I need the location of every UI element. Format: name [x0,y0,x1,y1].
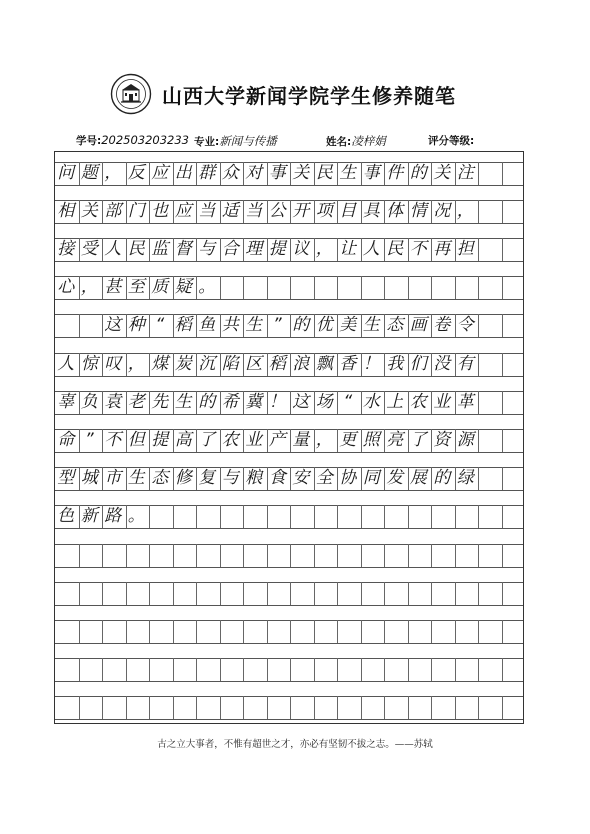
essay-line [54,583,524,603]
essay-char: 理 [245,239,263,259]
grid-rule [55,528,523,529]
essay-line [54,621,524,641]
footer-quote: 古之立大事者，不惟有超世之才，亦必有坚韧不拔之志。——苏轼 [157,739,433,750]
essay-char: 画 [409,315,427,336]
essay-char: 疑 [174,277,192,298]
essay-char: 当 [198,200,216,221]
essay-char: 出 [174,162,192,183]
essay-char: 的 [292,315,310,336]
major-value: 新闻与传播 [219,134,277,148]
essay-char: 接 [57,239,75,259]
essay-char: 食 [268,468,286,489]
essay-char: 希 [221,391,239,412]
essay-char: 当 [245,200,263,221]
essay-char: “ [343,391,353,412]
essay-char: 城 [80,468,98,489]
essay-char: 辜 [57,391,75,412]
essay-char: 项 [315,200,333,221]
essay-char: 没 [433,353,451,374]
essay-char: 全 [315,468,333,489]
essay-char: 议 [292,239,310,259]
essay-char: 协 [339,468,357,489]
essay-char: 与 [198,239,216,259]
essay-char: ， [315,430,333,450]
grid-rule [55,490,523,491]
essay-char: 问 [57,162,75,183]
essay-char: ， [127,353,145,374]
essay-char: 民 [315,162,333,183]
essay-char: 开 [292,200,310,221]
essay-char: 源 [456,430,474,450]
essay-line [54,659,524,679]
essay-char: 众 [221,162,239,183]
grade-label: 评分等级: [428,135,475,147]
essay-char: 稻 [268,353,286,374]
essay-char: 了 [198,430,216,450]
essay-char: 公 [268,200,286,221]
essay-char: 。 [198,277,216,298]
essay-char: 相 [57,200,75,221]
essay-char: 件 [386,162,404,183]
essay-char: 质 [151,277,169,298]
essay-char: 先 [151,391,169,412]
essay-char: 应 [174,200,192,221]
essay-char: 修 [174,468,192,489]
essay-char: 优 [315,315,333,336]
essay-line [54,545,524,565]
essay-char: 适 [221,200,239,221]
page-title: 山西大学新闻学院学生修养随笔 [162,83,456,108]
essay-char: 卷 [433,315,451,336]
essay-line [54,506,524,526]
student-id-value: 202503203233 [101,133,190,147]
essay-line [54,239,524,259]
essay-char: 市 [104,468,122,489]
essay-char: 陷 [221,353,239,374]
grid-rule [55,223,523,224]
essay-char: 惊 [80,353,98,374]
grid-rule [55,643,523,644]
essay-line [54,697,524,717]
essay-char: 更 [339,430,357,450]
essay-char: 注 [456,162,474,183]
name-label: 姓名: [326,136,352,148]
essay-char: 高 [174,430,192,450]
essay-char: 再 [433,239,451,259]
essay-char: 关 [433,162,451,183]
essay-char: 提 [151,430,169,450]
essay-char: 的 [409,162,427,183]
essay-char: 部 [104,200,122,221]
grid-rule [55,452,523,453]
essay-char: ， [456,200,474,221]
essay-char: 应 [151,162,169,183]
essay-char: ！ [362,353,380,374]
essay-char: 亮 [386,430,404,450]
essay-char: 人 [362,239,380,259]
essay-char: 生 [127,468,145,489]
essay-line [54,392,524,412]
essay-char: 群 [198,162,216,183]
essay-char: 命 [57,430,75,450]
essay-char: ， [104,162,122,183]
essay-char: 香 [339,353,357,374]
essay-char: 浪 [292,353,310,374]
essay-line [54,430,524,450]
essay-char: 场 [315,391,333,412]
essay-char: 沉 [198,353,216,374]
essay-char: 与 [221,468,239,489]
university-logo-icon [110,73,152,115]
grid-rule [55,605,523,606]
essay-char: 了 [409,430,427,450]
essay-char: 稻 [174,315,192,336]
essay-char: 令 [456,315,474,336]
essay-char: 农 [409,391,427,412]
essay-char: 革 [456,391,474,412]
essay-char: ” [84,430,94,450]
essay-char: 上 [386,391,404,412]
page-header [110,72,490,116]
student-info-row [76,133,536,151]
essay-char: 不 [104,430,122,450]
essay-char: 合 [221,239,239,259]
essay-char: 美 [339,315,357,336]
essay-char: 老 [127,391,145,412]
essay-char: 共 [221,315,239,336]
essay-char: 具 [362,200,380,221]
essay-char: 我 [386,353,404,374]
essay-char: 飘 [315,353,333,374]
essay-char: 生 [362,315,380,336]
essay-char: ， [80,277,98,298]
grid-rule [55,337,523,338]
essay-char: 监 [151,239,169,259]
essay-line [54,468,524,488]
essay-char: 事 [362,162,380,183]
essay-char: 绿 [456,468,474,489]
essay-char: 况 [433,200,451,221]
essay-char: 督 [174,239,192,259]
essay-char: 态 [386,315,404,336]
essay-char: 受 [80,239,98,259]
essay-char: 种 [127,315,145,336]
essay-char: 反 [127,162,145,183]
essay-char: 煤 [151,353,169,374]
essay-char: 题 [80,162,98,183]
grade-field [428,133,474,148]
major-label: 专业: [194,136,220,148]
essay-char: “ [155,315,165,336]
essay-char: 情 [409,200,427,221]
essay-char: 民 [386,239,404,259]
essay-line [54,354,524,374]
essay-char: 色 [57,506,75,527]
essay-char: 甚 [104,277,122,298]
essay-char: ， [315,239,333,259]
essay-char: 展 [409,468,427,489]
essay-char: 炭 [174,353,192,374]
essay-char: 量 [292,430,310,450]
essay-char: 这 [292,391,310,412]
essay-char: 型 [57,468,75,489]
essay-char: 农 [221,430,239,450]
name-value: 凌梓娟 [351,134,386,148]
essay-char: 。 [127,506,145,527]
essay-char: 袁 [104,391,122,412]
essay-char: 鱼 [198,315,216,336]
essay-char: 的 [198,391,216,412]
essay-char: 路 [104,506,122,527]
essay-char: 不 [409,239,427,259]
essay-char: 体 [386,200,404,221]
essay-char: 新 [80,506,98,527]
grid-rule [55,719,523,720]
essay-char: 人 [104,239,122,259]
essay-char: 产 [268,430,286,450]
essay-char: 区 [245,353,263,374]
essay-char: 让 [339,239,357,259]
essay-char: 但 [127,430,145,450]
essay-char: 安 [292,468,310,489]
essay-char: 门 [127,200,145,221]
essay-char: 人 [57,353,75,374]
essay-char: 水 [362,391,380,412]
essay-char: 粮 [245,468,263,489]
major-field [194,133,277,149]
essay-char: 的 [433,468,451,489]
essay-char: 生 [339,162,357,183]
essay-char: 这 [104,315,122,336]
essay-char: 也 [151,200,169,221]
grid-rule [55,185,523,186]
essay-char: 们 [409,353,427,374]
name-field [326,133,386,149]
essay-char: 事 [268,162,286,183]
grid-rule [55,414,523,415]
essay-char: 态 [151,468,169,489]
essay-char: 关 [80,200,98,221]
essay-char: 叹 [104,353,122,374]
essay-line [54,201,524,221]
essay-char: 负 [80,391,98,412]
essay-char: 资 [433,430,451,450]
essay-char: 业 [245,430,263,450]
essay-char: 照 [362,430,380,450]
grid-rule [55,567,523,568]
essay-char: 担 [456,239,474,259]
essay-char: 复 [198,468,216,489]
essay-char: 提 [268,239,286,259]
essay-char: 业 [433,391,451,412]
grid-rule [55,681,523,682]
essay-char: 发 [386,468,404,489]
student-id-field [76,133,189,148]
essay-line [54,163,524,183]
essay-char: 有 [456,353,474,374]
essay-char: 冀 [245,391,263,412]
essay-char: 对 [245,162,263,183]
essay-char: 同 [362,468,380,489]
essay-char: 目 [339,200,357,221]
student-id-label: 学号: [76,135,102,147]
essay-char: 关 [292,162,310,183]
grid-rule [55,299,523,300]
essay-char: ！ [268,391,286,412]
essay-char: ” [272,315,282,336]
essay-char: 民 [127,239,145,259]
essay-char: 至 [127,277,145,298]
essay-line [54,277,524,297]
essay-char: 生 [174,391,192,412]
essay-char: 生 [245,315,263,336]
essay-char: 心 [57,277,75,298]
essay-line [54,315,524,335]
grid-rule [55,261,523,262]
grid-rule [55,376,523,377]
